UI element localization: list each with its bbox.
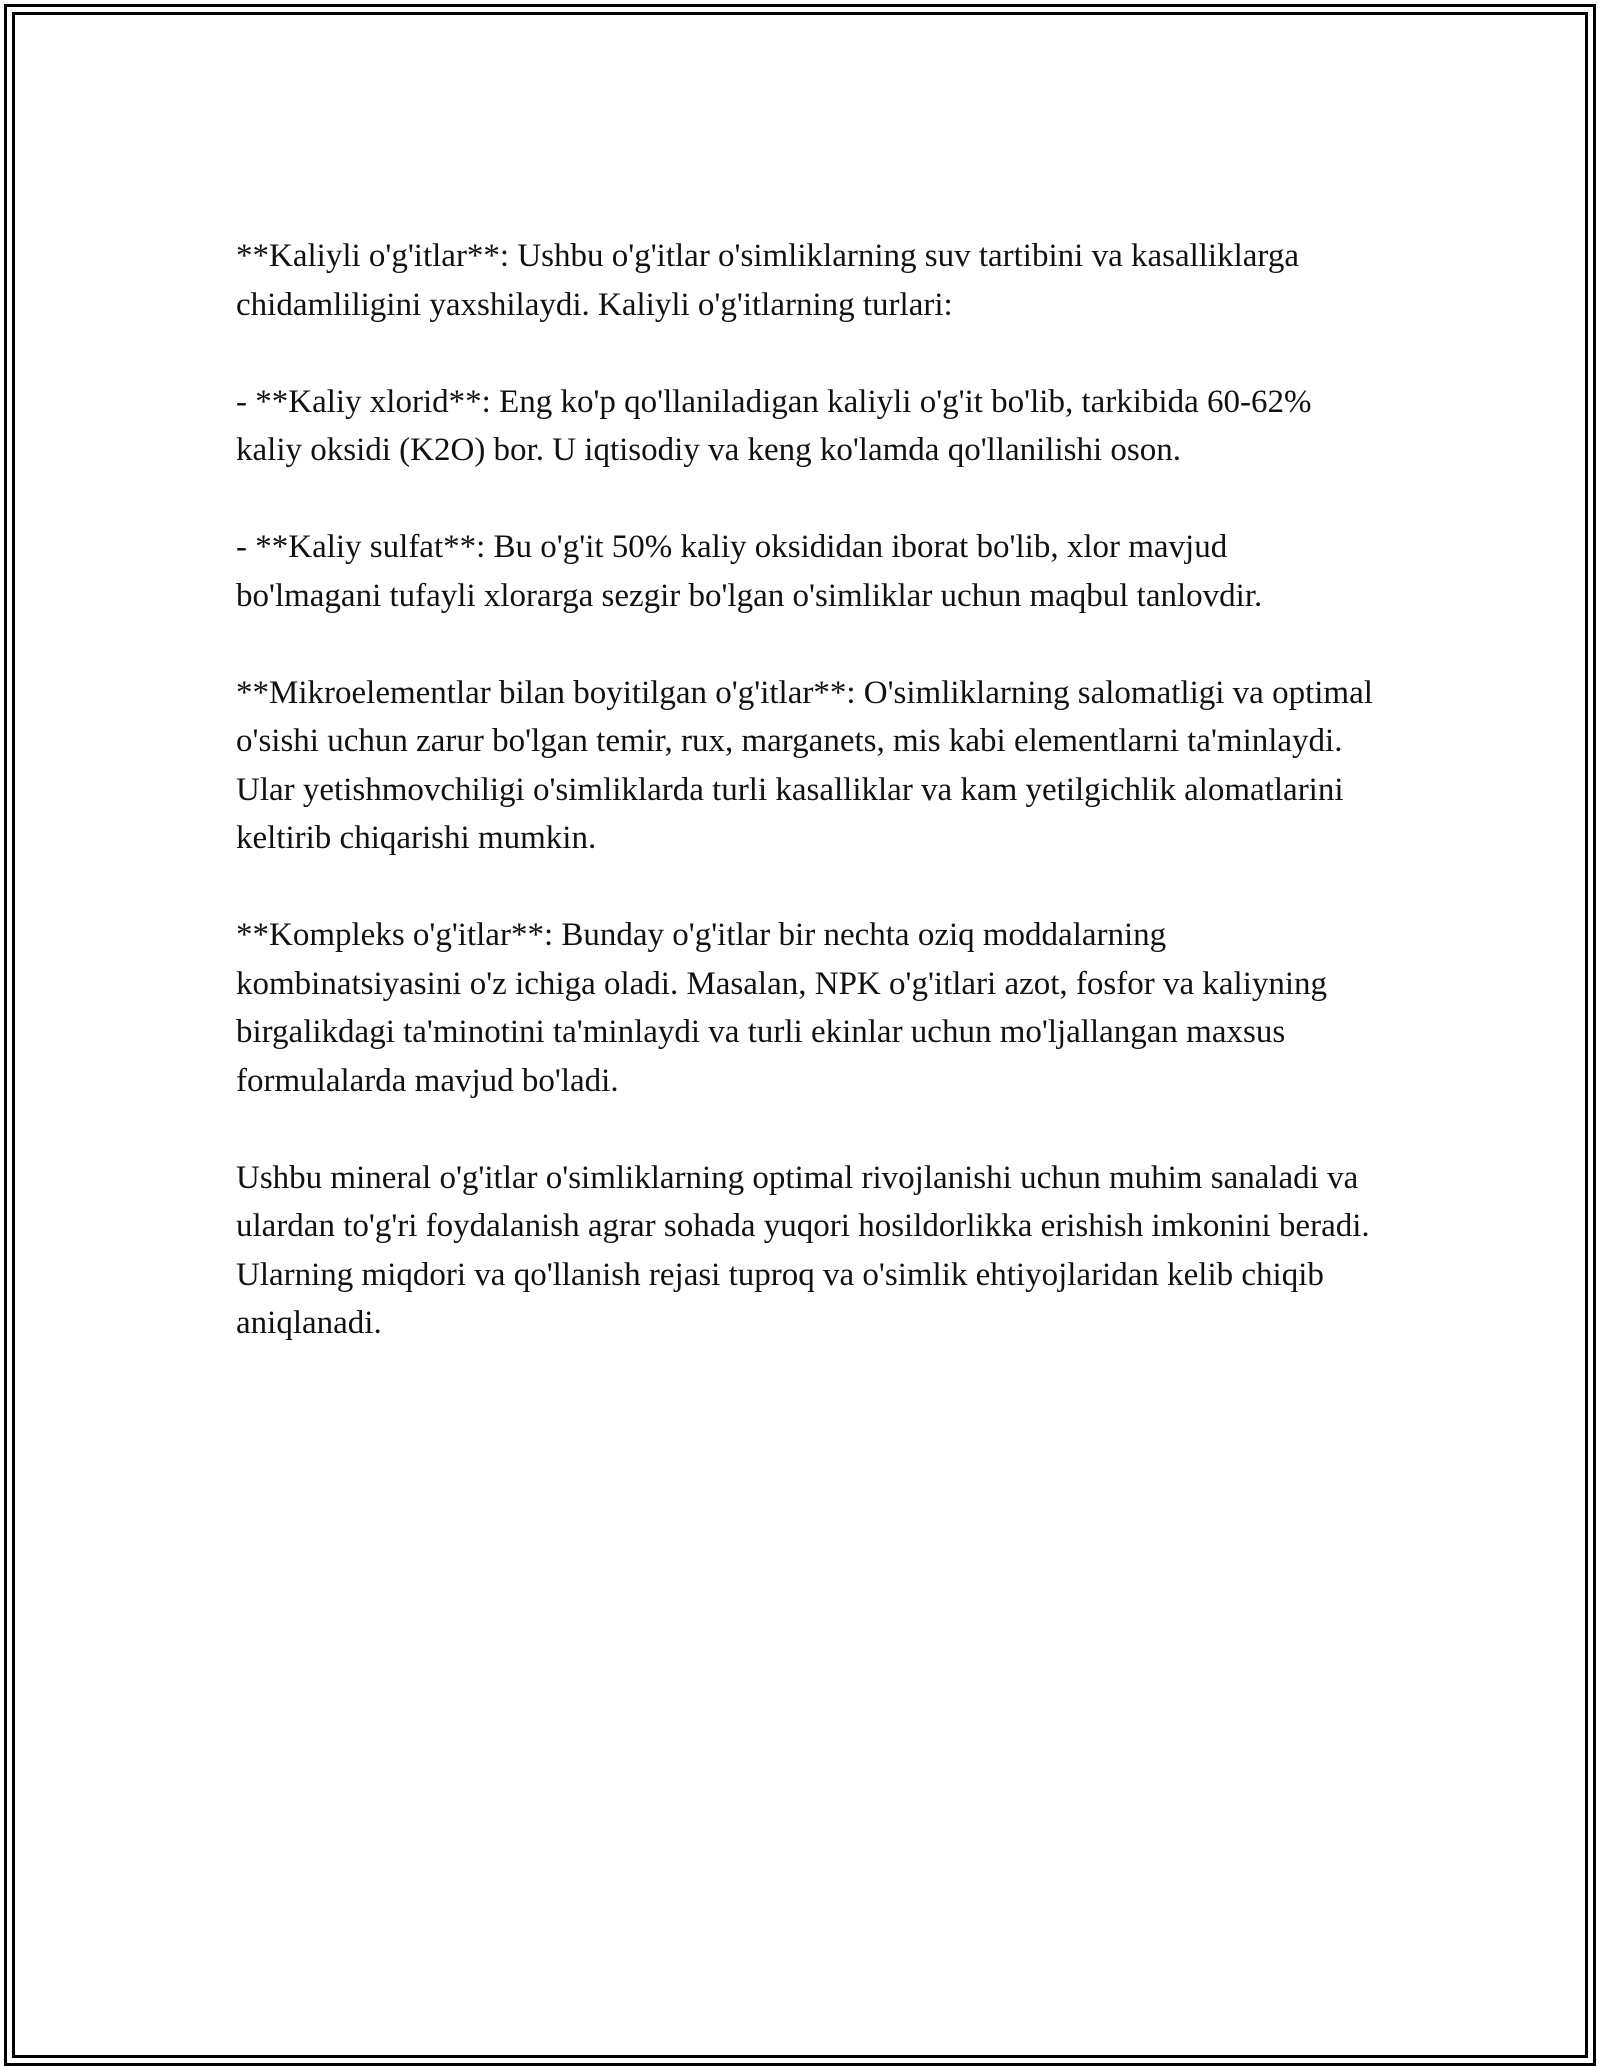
- document-body: [236, 232, 1376, 1348]
- paragraph-potassium-sulfate: - **Kaliy sulfat**: Bu o'g'it 50% kaliy oksididan iborat bo'lib, xlor mavjud bo'lmagani tufayli xlorarga sezgir bo'lgan o'simliklar uchun maqbul tanlovdir.: [236, 529, 1263, 614]
- paragraph-potassium-fertilizers: **Kaliyli o'g'itlar**: Ushbu o'g'itlar o'simliklarning suv tartibini va kasalliklarga chidamliligini yaxshilaydi. Kaliyli o'g'itlarning turlari:: [236, 238, 1299, 323]
- paragraph-complex-fertilizers: **Kompleks o'g'itlar**: Bunday o'g'itlar bir nechta oziq moddalarning kombinatsiyasini o'z ichiga oladi. Masalan, NPK o'g'itlari azot, fosfor va kaliyning birgalikdagi ta'minotini ta'minlaydi va turli ekinlar uchun mo'ljallangan maxsus formulalarda mavjud bo'ladi.: [236, 917, 1328, 1099]
- paragraph-potassium-chloride: - **Kaliy xlorid**: Eng ko'p qo'llaniladigan kaliyli o'g'it bo'lib, tarkibida 60-62% kaliy oksidi (K2O) bor. U iqtisodiy va keng ko'lamda qo'llanilishi oson.: [236, 383, 1312, 468]
- paragraph-conclusion: Ushbu mineral o'g'itlar o'simliklarning optimal rivojlanishi uchun muhim sanaladi va ulardan to'g'ri foydalanish agrar sohada yuqori hosildorlikka erishish imkonini beradi. Ularning miqdori va qo'llanish rejasi tuproq va o'simlik ehtiyojlaridan kelib chiqib aniqlanadi.: [236, 1159, 1370, 1341]
- paragraph-micronutrient-fertilizers: **Mikroelementlar bilan boyitilgan o'g'itlar**: O'simliklarning salomatligi va optimal o'sishi uchun zarur bo'lgan temir, rux, marganets, mis kabi elementlarni ta'minlaydi. Ular yetishmovchiligi o'simliklarda turli kasalliklar va kam yetilgichlik alomatlarini keltirib chiqarishi mumkin.: [236, 674, 1373, 856]
